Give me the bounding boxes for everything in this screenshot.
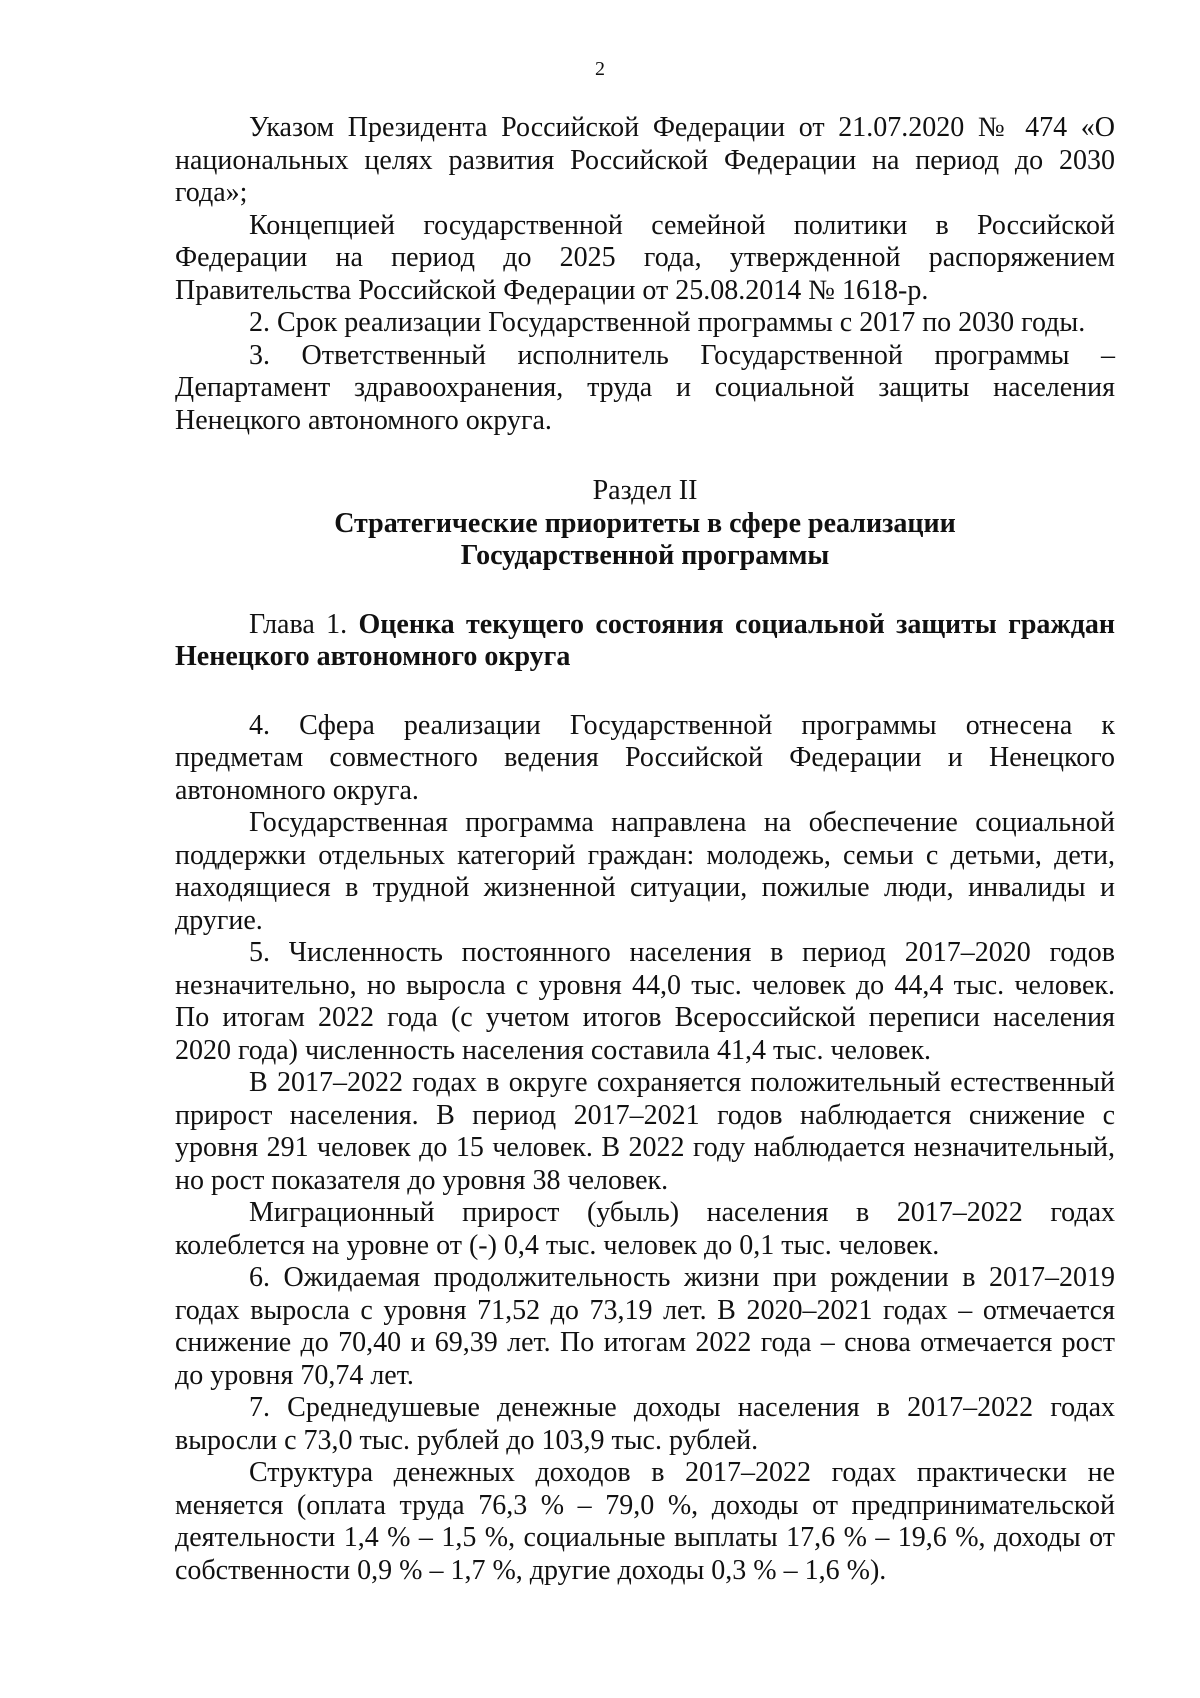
chapter-title: Оценка текущего состояния социальной защиты граждан Ненецкого автономного округа xyxy=(175,608,1116,672)
page-number: 2 xyxy=(595,58,605,80)
paragraph-scope: 4. Сфера реализации Государственной программы отнесена к предметам совместного ведения Российской Федерации и Ненецкого автономного округа. xyxy=(175,709,1115,806)
paragraph-decree: Указом Президента Российской Федерации от 21.07.2020 № 474 «О национальных целях развития Российской Федерации на период до 2030 года»; xyxy=(175,112,1115,208)
document-body xyxy=(175,112,1115,1587)
paragraph-life-expectancy: 6. Ожидаемая продолжительность жизни при рождении в 2017–2019 годах выросла с уровня 71,52 до 73,19 лет. В 2020–2021 годах – отмечается снижение до 70,40 и 69,39 лет. По итогам 2022 года – снова отмечается рост до уровня 70,74 лет. xyxy=(175,1262,1115,1391)
chapter-heading xyxy=(175,609,1115,674)
paragraph-responsible: 3. Ответственный исполнитель Государственной программы – Департамент здравоохранения, труда и социальной защиты населения Ненецкого автономного округа. xyxy=(175,339,1115,436)
section-title-line1: Стратегические приоритеты в сфере реализации xyxy=(334,507,956,539)
chapter-label: Глава 1. xyxy=(249,608,348,640)
section-number: Раздел II xyxy=(592,475,698,506)
paragraph-term: 2. Срок реализации Государственной программы с 2017 по 2030 годы. xyxy=(249,307,1086,338)
paragraph-income: 7. Среднедушевые денежные доходы населения в 2017–2022 годах выросли с 73,0 тыс. рублей до 103,9 тыс. рублей. xyxy=(175,1392,1115,1456)
paragraph-migration: Миграционный прирост (убыль) населения в 2017–2022 годах колеблется на уровне от (-) 0,4 тыс. человек до 0,1 тыс. человек. xyxy=(175,1197,1115,1261)
paragraph-target-groups: Государственная программа направлена на обеспечение социальной поддержки отдельных категорий граждан: молодежь, семьи с детьми, дети, находящиеся в трудной жизненной ситуации, пожилые люди, инвалиды и другие. xyxy=(175,807,1115,936)
paragraph-population: 5. Численность постоянного населения в период 2017–2020 годов незначительно, но выросла с уровня 44,0 тыс. человек до 44,4 тыс. человек. По итогам 2022 года (с учетом итогов Всероссийской переписи населения 2020 года) численность населения составила 41,4 тыс. человек. xyxy=(175,937,1115,1066)
section-title-line2: Государственной программы xyxy=(460,540,830,571)
paragraph-natural-growth: В 2017–2022 годах в округе сохраняется положительный естественный прирост населения. В период 2017–2021 годов наблюдается снижение с уровня 291 человек до 15 человек. В 2022 году наблюдается незначительный, но рост показателя до уровня 38 человек. xyxy=(175,1067,1115,1196)
paragraph-income-structure: Структура денежных доходов в 2017–2022 годах практически не меняется (оплата труда 76,3 % – 79,0 %, доходы от предпринимательской деятельности 1,4 % – 1,5 %, социальные выплаты 17,6 % – 19,6 %, доходы от собственности 0,9 % – 1,7 %, другие доходы 0,3 % – 1,6 %). xyxy=(175,1457,1115,1586)
paragraph-family-policy: Концепцией государственной семейной политики в Российской Федерации на период до 2025 года, утвержденной распоряжением Правительства Российской Федерации от 25.08.2014 № 1618-р. xyxy=(175,209,1115,306)
